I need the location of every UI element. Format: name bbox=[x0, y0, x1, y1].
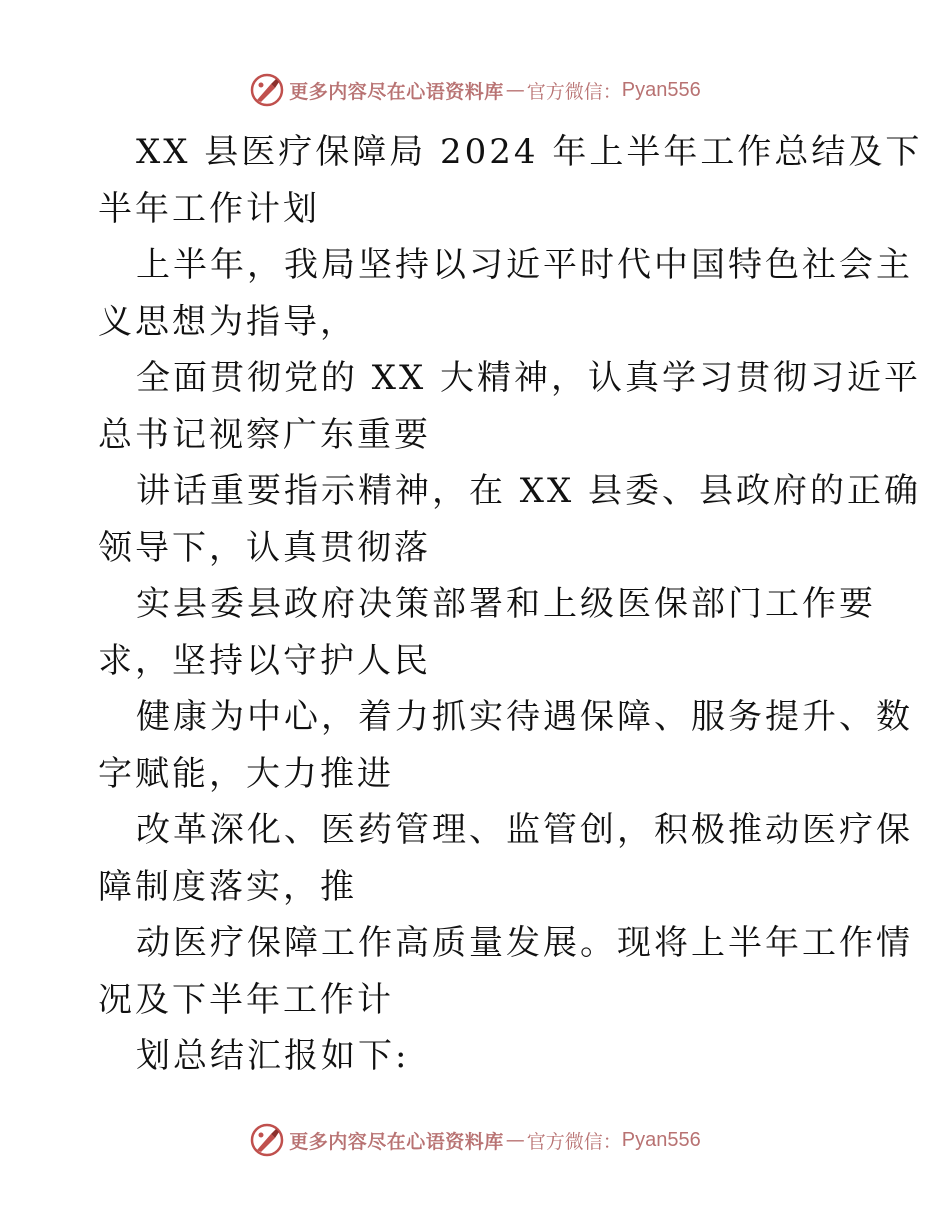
paragraph-1-line-2: 义思想为指导， bbox=[98, 301, 357, 342]
paragraph-8-line-1: 划总结汇报如下: bbox=[136, 1036, 410, 1076]
document-body bbox=[98, 124, 923, 1085]
paragraph-3-line-1: 讲话重要指示精神，在 XX 县委、县政府的正确 bbox=[136, 471, 922, 511]
watermark-main-text: 更多内容尽在心语资料库 bbox=[289, 80, 504, 103]
paragraph-2-line-1: 全面贯彻党的 XX 大精神，认真学习贯彻习近平 bbox=[136, 358, 922, 398]
paragraph-2-line-2: 总书记视察广东重要 bbox=[98, 414, 431, 455]
paragraph-7-line-2: 况及下半年工作计 bbox=[98, 979, 394, 1020]
paragraph-6-line-2: 障制度落实，推 bbox=[98, 866, 357, 907]
paragraph-4-line-1: 实县委县政府决策部署和上级医保部门工作要 bbox=[136, 584, 876, 624]
watermark-main-text: 更多内容尽在心语资料库 bbox=[289, 1130, 504, 1153]
paragraph-7-line-1: 动医疗保障工作高质量发展。现将上半年工作情 bbox=[136, 923, 913, 963]
footer-watermark bbox=[0, 1120, 950, 1160]
watermark-dash: — bbox=[505, 79, 525, 101]
watermark-official-label: 官方微信： bbox=[526, 1130, 622, 1153]
pen-logo-icon bbox=[249, 1122, 285, 1158]
watermark-official-label: 官方微信： bbox=[526, 80, 622, 103]
paragraph-1-line-1: 上半年，我局坚持以习近平时代中国特色社会主 bbox=[136, 245, 913, 285]
paragraph-4-line-2: 求，坚持以守护人民 bbox=[98, 640, 431, 681]
document-title-line-1: XX 县医疗保障局 2024 年上半年工作总结及下 bbox=[136, 132, 923, 172]
watermark-wechat-id: Pyan556 bbox=[621, 78, 701, 101]
pen-logo-icon bbox=[249, 72, 285, 108]
watermark-dash: — bbox=[505, 1129, 525, 1151]
paragraph-5-line-2: 字赋能，大力推进 bbox=[98, 753, 394, 794]
document-title-line-2: 半年工作计划 bbox=[98, 188, 320, 229]
watermark-wechat-id: Pyan556 bbox=[621, 1128, 701, 1151]
paragraph-6-line-1: 改革深化、医药管理、监管创，积极推动医疗保 bbox=[136, 810, 913, 850]
header-watermark bbox=[0, 70, 950, 110]
paragraph-3-line-2: 领导下，认真贯彻落 bbox=[98, 527, 431, 568]
paragraph-5-line-1: 健康为中心，着力抓实待遇保障、服务提升、数 bbox=[136, 697, 913, 737]
